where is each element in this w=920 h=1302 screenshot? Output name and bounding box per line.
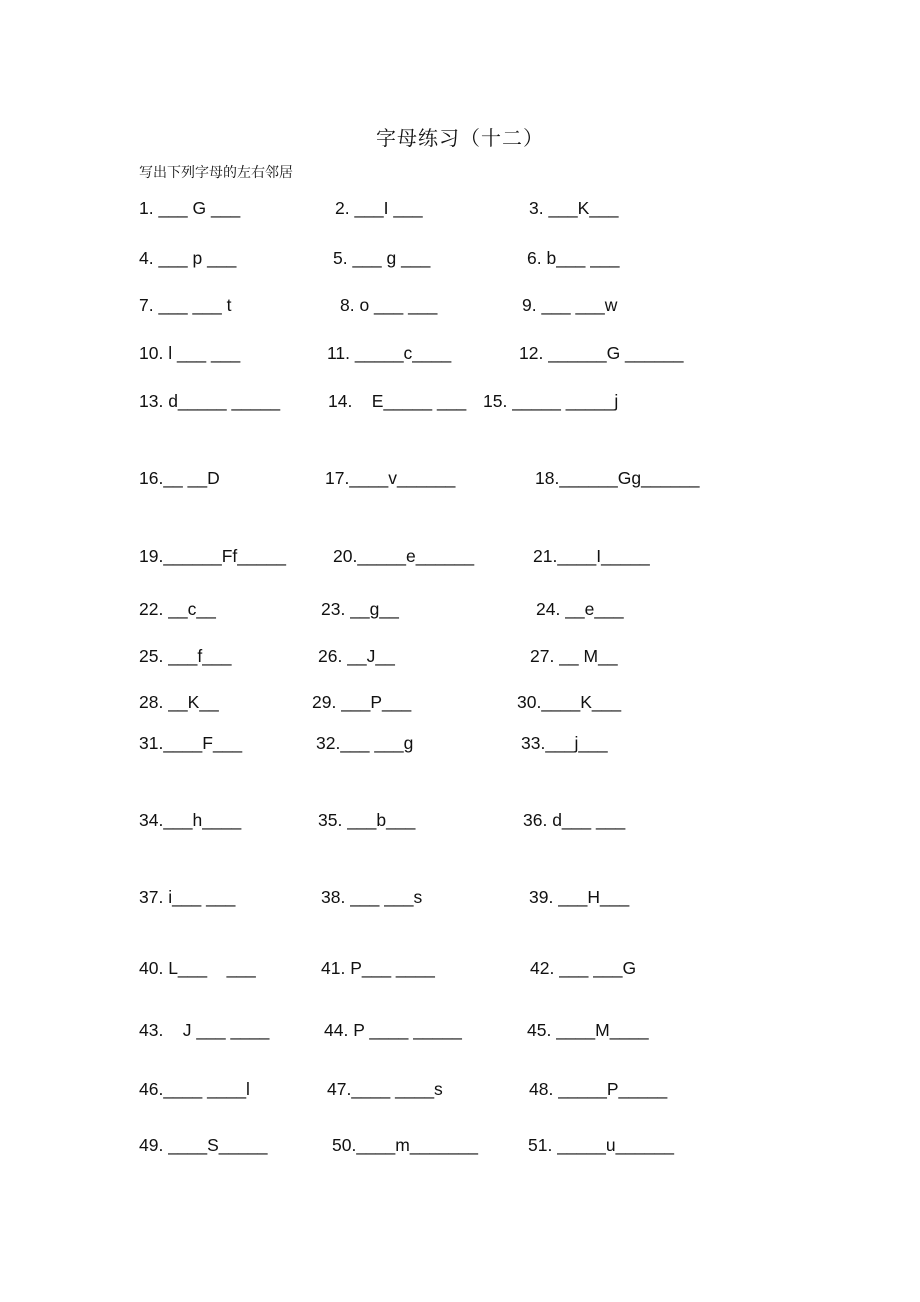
question-item: 50.____m_______ bbox=[332, 1135, 478, 1155]
question-item: 34.___h____ bbox=[139, 810, 242, 830]
question-item: 24. __e___ bbox=[536, 599, 624, 619]
question-item: 45. ____M____ bbox=[527, 1020, 649, 1040]
question-item: 1. ___ G ___ bbox=[139, 198, 241, 218]
question-item: 5. ___ g ___ bbox=[333, 248, 431, 268]
question-item: 41. P___ ____ bbox=[321, 958, 435, 978]
question-item: 2. ___I ___ bbox=[335, 198, 423, 218]
question-item: 9. ___ ___w bbox=[522, 295, 618, 315]
question-item: 44. P ____ _____ bbox=[324, 1020, 462, 1040]
question-item: 40. L___ ___ bbox=[139, 958, 256, 978]
question-item: 11. _____c____ bbox=[327, 343, 452, 363]
question-item: 26. __J__ bbox=[318, 646, 395, 666]
question-item: 31.____F___ bbox=[139, 733, 243, 753]
question-item: 39. ___H___ bbox=[529, 887, 630, 907]
question-item: 3. ___K___ bbox=[529, 198, 619, 218]
question-item: 35. ___b___ bbox=[318, 810, 416, 830]
question-item: 36. d___ ___ bbox=[523, 810, 626, 830]
question-item: 49. ____S_____ bbox=[139, 1135, 268, 1155]
question-item: 42. ___ ___G bbox=[530, 958, 637, 978]
question-item: 30.____K___ bbox=[517, 692, 622, 712]
page-title: 字母练习（十二） bbox=[376, 126, 544, 150]
question-item: 20._____e______ bbox=[333, 546, 475, 566]
question-item: 21.____I_____ bbox=[533, 546, 650, 566]
question-item: 29. ___P___ bbox=[312, 692, 412, 712]
question-item: 48. _____P_____ bbox=[529, 1079, 668, 1099]
question-item: 14. E_____ ___ bbox=[328, 391, 467, 411]
question-item: 6. b___ ___ bbox=[527, 248, 620, 268]
question-item: 22. __c__ bbox=[139, 599, 216, 619]
instruction: 写出下列字母的左右邻居 bbox=[139, 165, 293, 181]
question-item: 38. ___ ___s bbox=[321, 887, 423, 907]
question-item: 4. ___ p ___ bbox=[139, 248, 237, 268]
question-item: 32.___ ___g bbox=[316, 733, 414, 753]
question-item: 10. l ___ ___ bbox=[139, 343, 241, 363]
question-item: 27. __ M__ bbox=[530, 646, 618, 666]
question-item: 15. _____ _____j bbox=[483, 391, 619, 411]
question-item: 47.____ ____s bbox=[327, 1079, 443, 1099]
question-item: 18.______Gg______ bbox=[535, 468, 700, 488]
question-item: 17.____v______ bbox=[325, 468, 456, 488]
question-item: 51. _____u______ bbox=[528, 1135, 674, 1155]
question-item: 37. i___ ___ bbox=[139, 887, 236, 907]
question-item: 43. J ___ ____ bbox=[139, 1020, 270, 1040]
question-item: 33.___j___ bbox=[521, 733, 608, 753]
question-item: 28. __K__ bbox=[139, 692, 219, 712]
question-item: 25. ___f___ bbox=[139, 646, 232, 666]
question-item: 46.____ ____l bbox=[139, 1079, 250, 1099]
question-item: 23. __g__ bbox=[321, 599, 399, 619]
question-item: 8. o ___ ___ bbox=[340, 295, 438, 315]
question-item: 7. ___ ___ t bbox=[139, 295, 232, 315]
question-item: 19.______Ff_____ bbox=[139, 546, 286, 566]
question-item: 16.__ __D bbox=[139, 468, 220, 488]
question-item: 12. ______G ______ bbox=[519, 343, 684, 363]
question-item: 13. d_____ _____ bbox=[139, 391, 281, 411]
